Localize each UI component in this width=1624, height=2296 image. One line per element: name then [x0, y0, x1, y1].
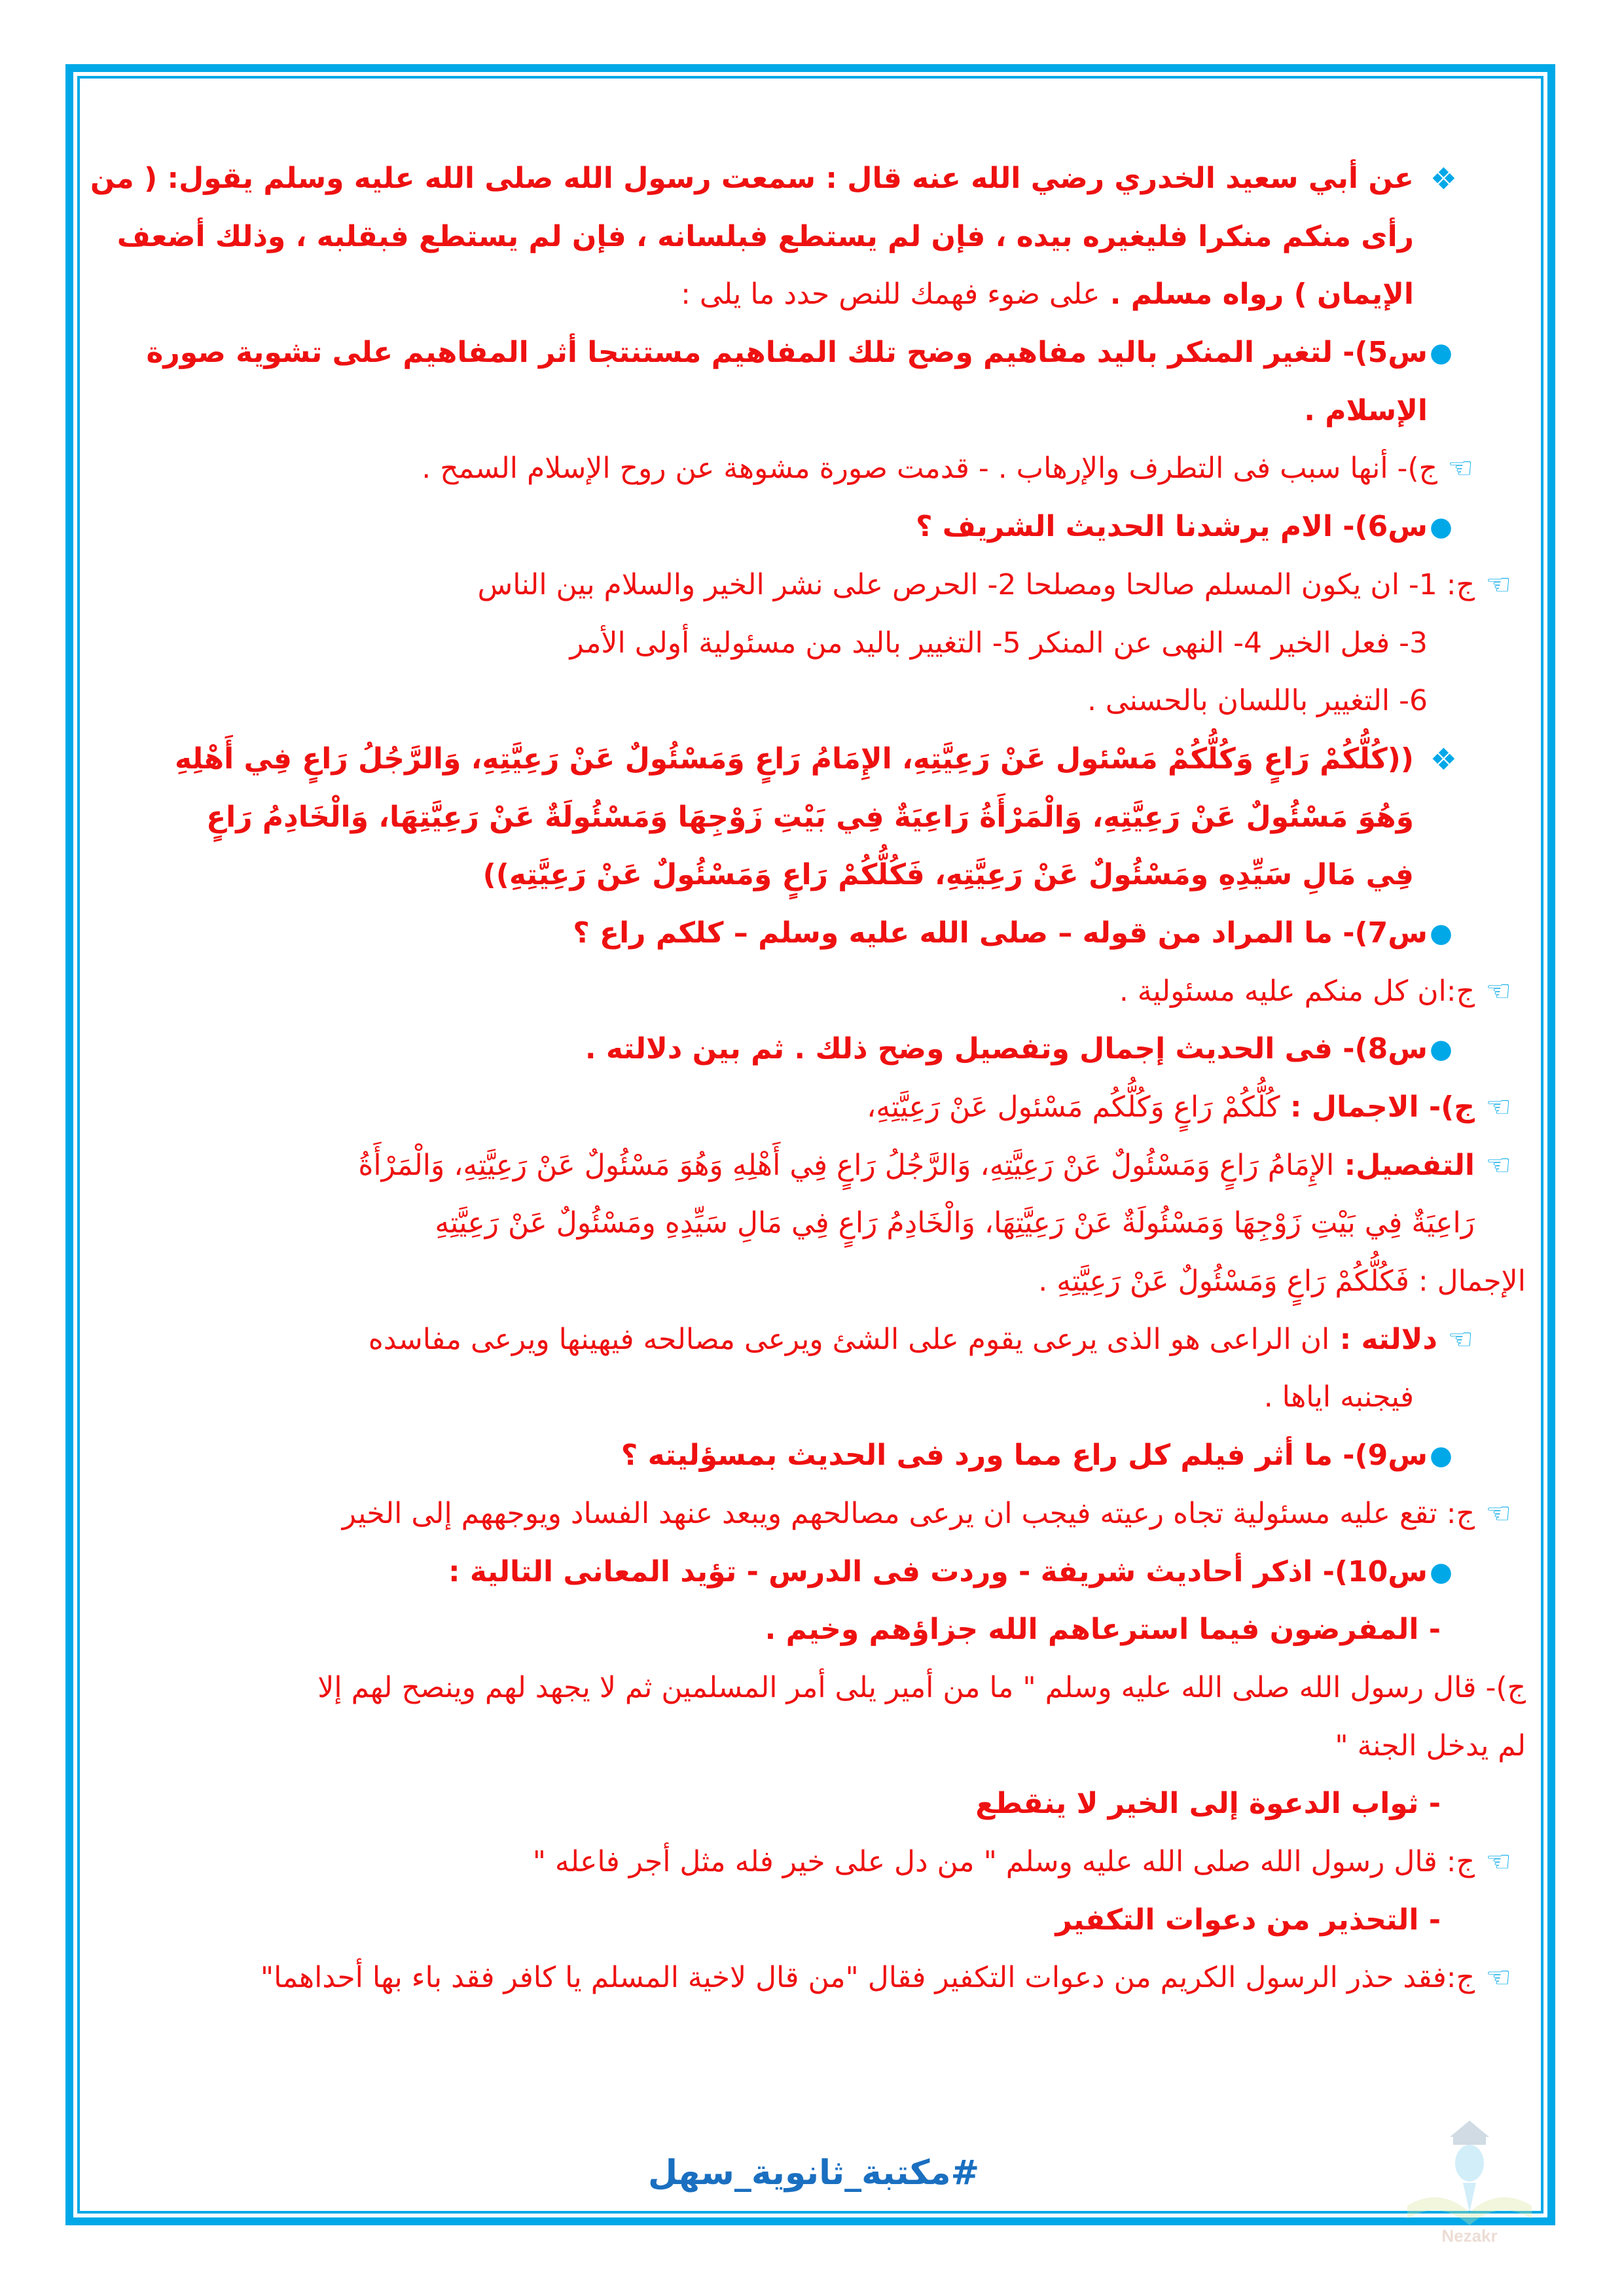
answer-line: [0, 1485, 1624, 1543]
answer-line: [0, 1079, 1624, 1137]
regular-text: 6- التغيير باللسان بالحسنى .: [1087, 684, 1428, 718]
bullet-dot-icon: ●: [1430, 338, 1453, 368]
regular-text: فيجنبه اياها .: [1263, 1380, 1414, 1414]
pointing-hand-icon: ☜: [1485, 567, 1511, 601]
line-text: [1055, 1892, 1441, 1950]
pointing-hand-icon: ☜: [1447, 452, 1473, 486]
bold-text: الإيمان ) رواه مسلم .: [1100, 278, 1414, 312]
bold-text: - ثواب الدعوة إلى الخير لا ينقطع: [975, 1787, 1441, 1821]
line-text: [478, 556, 1475, 615]
worksheet-content: [0, 150, 1624, 2007]
regular-text: ج:فقد حذر الرسول الكريم من دعوات التكفير فقال "من قال لاخية المسلم يا كافر فقد باء بها أحداهما": [260, 1961, 1475, 1995]
bold-text: دلالته :: [1329, 1322, 1437, 1356]
answer-line: [0, 963, 1624, 1021]
text-line: [0, 1717, 1624, 1776]
question-line: [0, 498, 1624, 556]
text-line: [0, 672, 1624, 730]
bold-text: - التحذير من دعوات التكفير: [1055, 1903, 1441, 1937]
line-text: [916, 498, 1428, 556]
regular-text: 3- فعل الخير 4- النهى عن المنكر 5- التغيير باليد من مسئولية أولى الأمر: [569, 626, 1428, 660]
regular-text: ج:ان كل منكم عليه مسئولية .: [1119, 974, 1475, 1008]
regular-text: ج)- أنها سبب فى التطرف والإرهاب . - قدمت صورة مشوهة عن روح الإسلام السمح .: [422, 452, 1437, 486]
bold-text: وَهُوَ مَسْئُولٌ عَنْ رَعِيَّتِهِ، وَالْمَرْأَةُ رَاعِيَةٌ فِي بَيْتِ زَوْجِهَا وَمَسْئُولَةٌ عَنْ رَعِيَّتِهَا، وَالْخَادِمُ رَاعٍ: [206, 800, 1414, 834]
line-text: [570, 615, 1428, 673]
watermark-logo-icon: [1401, 2114, 1538, 2245]
text-line: [0, 1369, 1624, 1427]
regular-text: على ضوء فهمك للنص حدد ما يلى :: [681, 278, 1100, 312]
question-line: [0, 1543, 1624, 1602]
line-text: [175, 730, 1414, 789]
line-text: [1038, 1253, 1526, 1311]
line-text: [573, 905, 1428, 963]
text-line: [0, 615, 1624, 673]
diamond-bullet-icon: ❖: [1430, 161, 1457, 196]
line-text: [1087, 672, 1428, 730]
line-text: [261, 1949, 1475, 2007]
line-text: [681, 266, 1414, 324]
line-text: [317, 1659, 1526, 1717]
line-text: [1264, 1369, 1414, 1427]
line-text: [765, 1601, 1441, 1659]
text-line: [0, 382, 1624, 440]
answer-line: [0, 1833, 1624, 1892]
pointing-hand-icon: ☜: [1447, 1322, 1473, 1356]
bold-text: س9)- ما أثر فيلم كل راع مما ورد فى الحديث بمسؤليته ؟: [621, 1439, 1428, 1473]
line-text: [117, 208, 1414, 266]
line-text: [435, 1194, 1475, 1253]
regular-text: ج: 1- ان يكون المسلم صالحا ومصلحا 2- الحرص على نشر الخير والسلام بين الناس: [477, 567, 1475, 601]
bold-text: ج)- الاجمال :: [1280, 1090, 1475, 1124]
text-line: [0, 1659, 1624, 1717]
bold-text: عن أبي سعيد الخدري رضي الله عنه قال : سمعت رسول الله صلى الله عليه وسلم يقول: ( من: [90, 162, 1414, 195]
question-line: [0, 905, 1624, 963]
pointing-hand-icon: ☜: [1485, 1148, 1511, 1182]
line-text: [369, 1311, 1437, 1369]
line-text: [1335, 1717, 1526, 1776]
watermark-text: Nezakr: [1441, 2226, 1498, 2245]
bold-text: س6)- الام يرشدنا الحديث الشريف ؟: [915, 510, 1428, 544]
regular-text: رَاعِيَةٌ فِي بَيْتِ زَوْجِهَا وَمَسْئُولَةٌ عَنْ رَعِيَّتِهَا، وَالْخَادِمُ رَاعٍ فِي مَالِ سَيِّدِهِ ومَسْئُولٌ عَنْ رَعِيَّتِهِ: [435, 1206, 1475, 1240]
line-text: [90, 150, 1414, 208]
line-text: [206, 789, 1414, 847]
line-text: [533, 1833, 1475, 1892]
line-text: [422, 440, 1437, 498]
regular-text: الإِمَامُ رَاعٍ وَمَسْئُولٌ عَنْ رَعِيَّتِهِ، وَالرَّجُلُ رَاعٍ فِي أَهْلِهِ وَهُوَ مَسْئُولٌ عَنْ رَعِيَّتِهِ، وَالْمَرْأَةُ: [358, 1148, 1335, 1182]
bold-text: س5)- لتغير المنكر باليد مفاهيم وضح تلك المفاهيم مستنتجا أثر المفاهيم على تشوية صورة: [146, 336, 1428, 370]
line-text: [448, 1543, 1428, 1602]
regular-text: كُلُّكُمْ رَاعٍ وَكُلُّكُم مَسْئول عَنْ رَعِيَّتِهِ،: [867, 1090, 1280, 1124]
regular-text: ج: قال رسول الله صلى الله عليه وسلم " من دل على خير فله مثل أجر فاعله ": [532, 1844, 1475, 1878]
question-line: [0, 1427, 1624, 1485]
line-text: [621, 1427, 1428, 1485]
pointing-hand-icon: ☜: [1485, 1844, 1511, 1878]
bold-text: س10)- اذكر أحاديث شريفة - وردت فى الدرس - تؤيد المعانى التالية :: [448, 1554, 1428, 1588]
answer-line: [0, 440, 1624, 498]
answer-line: [0, 556, 1624, 615]
line-text: [1119, 963, 1475, 1021]
text-line: [0, 1892, 1624, 1950]
diamond-bullet-icon: ❖: [1430, 741, 1457, 777]
line-text: [483, 846, 1414, 905]
regular-text: ج: تقع عليه مسئولية تجاه رعيته فيجب ان يرعى مصالحهم ويبعد عنهد الفساد ويوجههم إلى الخير: [342, 1496, 1475, 1530]
bold-text: س7)- ما المراد من قوله – صلى الله عليه وسلم – كلكم راع ؟: [573, 916, 1428, 950]
line-text: [975, 1775, 1441, 1833]
line-text: [585, 1020, 1428, 1079]
bold-text: التفصيل:: [1334, 1148, 1475, 1182]
pointing-hand-icon: ☜: [1485, 1090, 1511, 1124]
text-line: [0, 266, 1624, 324]
bold-text: ((كُلُّكُمْ رَاعٍ وَكُلُّكُمْ مَسْئول عَنْ رَعِيَّتِهِ، الإِمَامُ رَاعٍ وَمَسْئُولٌ عَنْ رَعِيَّتِهِ، وَالرَّجُلُ رَاعٍ فِي أَهْلِهِ: [175, 742, 1414, 776]
footer-hashtag: #مكتبة_ثانوية_سهل: [648, 2153, 980, 2193]
answer-line: [0, 1949, 1624, 2007]
pointing-hand-icon: ☜: [1485, 1961, 1511, 1995]
bullet-dot-icon: ●: [1430, 512, 1453, 543]
question-line: [0, 324, 1624, 382]
bold-text: س8)- فى الحديث إجمال وتفصيل وضح ذلك . ثم بين دلالته .: [585, 1032, 1428, 1066]
text-line: [0, 730, 1624, 789]
question-line: [0, 1020, 1624, 1079]
text-line: [0, 150, 1624, 208]
bullet-dot-icon: ●: [1430, 1034, 1453, 1065]
answer-line: [0, 1137, 1624, 1195]
bold-text: - المفرضون فيما استرعاهم الله جزاؤهم وخيم .: [765, 1613, 1441, 1647]
bullet-dot-icon: ●: [1430, 1556, 1453, 1587]
line-text: [146, 324, 1428, 382]
bold-text: الإسلام .: [1304, 393, 1428, 427]
bullet-dot-icon: ●: [1430, 1441, 1453, 1471]
text-line: [0, 846, 1624, 905]
text-line: [0, 1775, 1624, 1833]
line-text: [358, 1137, 1475, 1195]
line-text: [342, 1485, 1475, 1543]
regular-text: لم يدخل الجنة ": [1335, 1729, 1526, 1763]
text-line: [0, 1601, 1624, 1659]
regular-text: ج)- قال رسول الله صلى الله عليه وسلم " ما من أمير يلى أمر المسلمين ثم لا يجهد لهم وينصح لهم إلا: [317, 1670, 1526, 1704]
bold-text: فِي مَالِ سَيِّدِهِ ومَسْئُولٌ عَنْ رَعِيَّتِهِ، فَكُلُّكُمْ رَاعٍ وَمَسْئُولٌ عَنْ رَعِيَّتِهِ)): [482, 858, 1414, 892]
bold-text: رأى منكم منكرا فليغيره بيده ، فإن لم يستطع فبلسانه ، فإن لم يستطع فبقلبه ، وذلك أضعف: [117, 219, 1414, 253]
line-text: [1304, 382, 1428, 440]
answer-line: [0, 1311, 1624, 1369]
text-line: [0, 1194, 1624, 1253]
pointing-hand-icon: ☜: [1485, 1496, 1511, 1530]
pointing-hand-icon: ☜: [1485, 974, 1511, 1008]
text-line: [0, 1253, 1624, 1311]
text-line: [0, 208, 1624, 266]
regular-text: الإجمال : فَكُلُّكُمْ رَاعٍ وَمَسْئُولٌ عَنْ رَعِيَّتِهِ .: [1038, 1265, 1526, 1299]
line-text: [867, 1079, 1475, 1137]
regular-text: ان الراعى هو الذى يرعى يقوم على الشئ ويرعى مصالحه فيهينها ويرعى مفاسده: [368, 1322, 1330, 1356]
text-line: [0, 789, 1624, 847]
bullet-dot-icon: ●: [1430, 918, 1453, 948]
